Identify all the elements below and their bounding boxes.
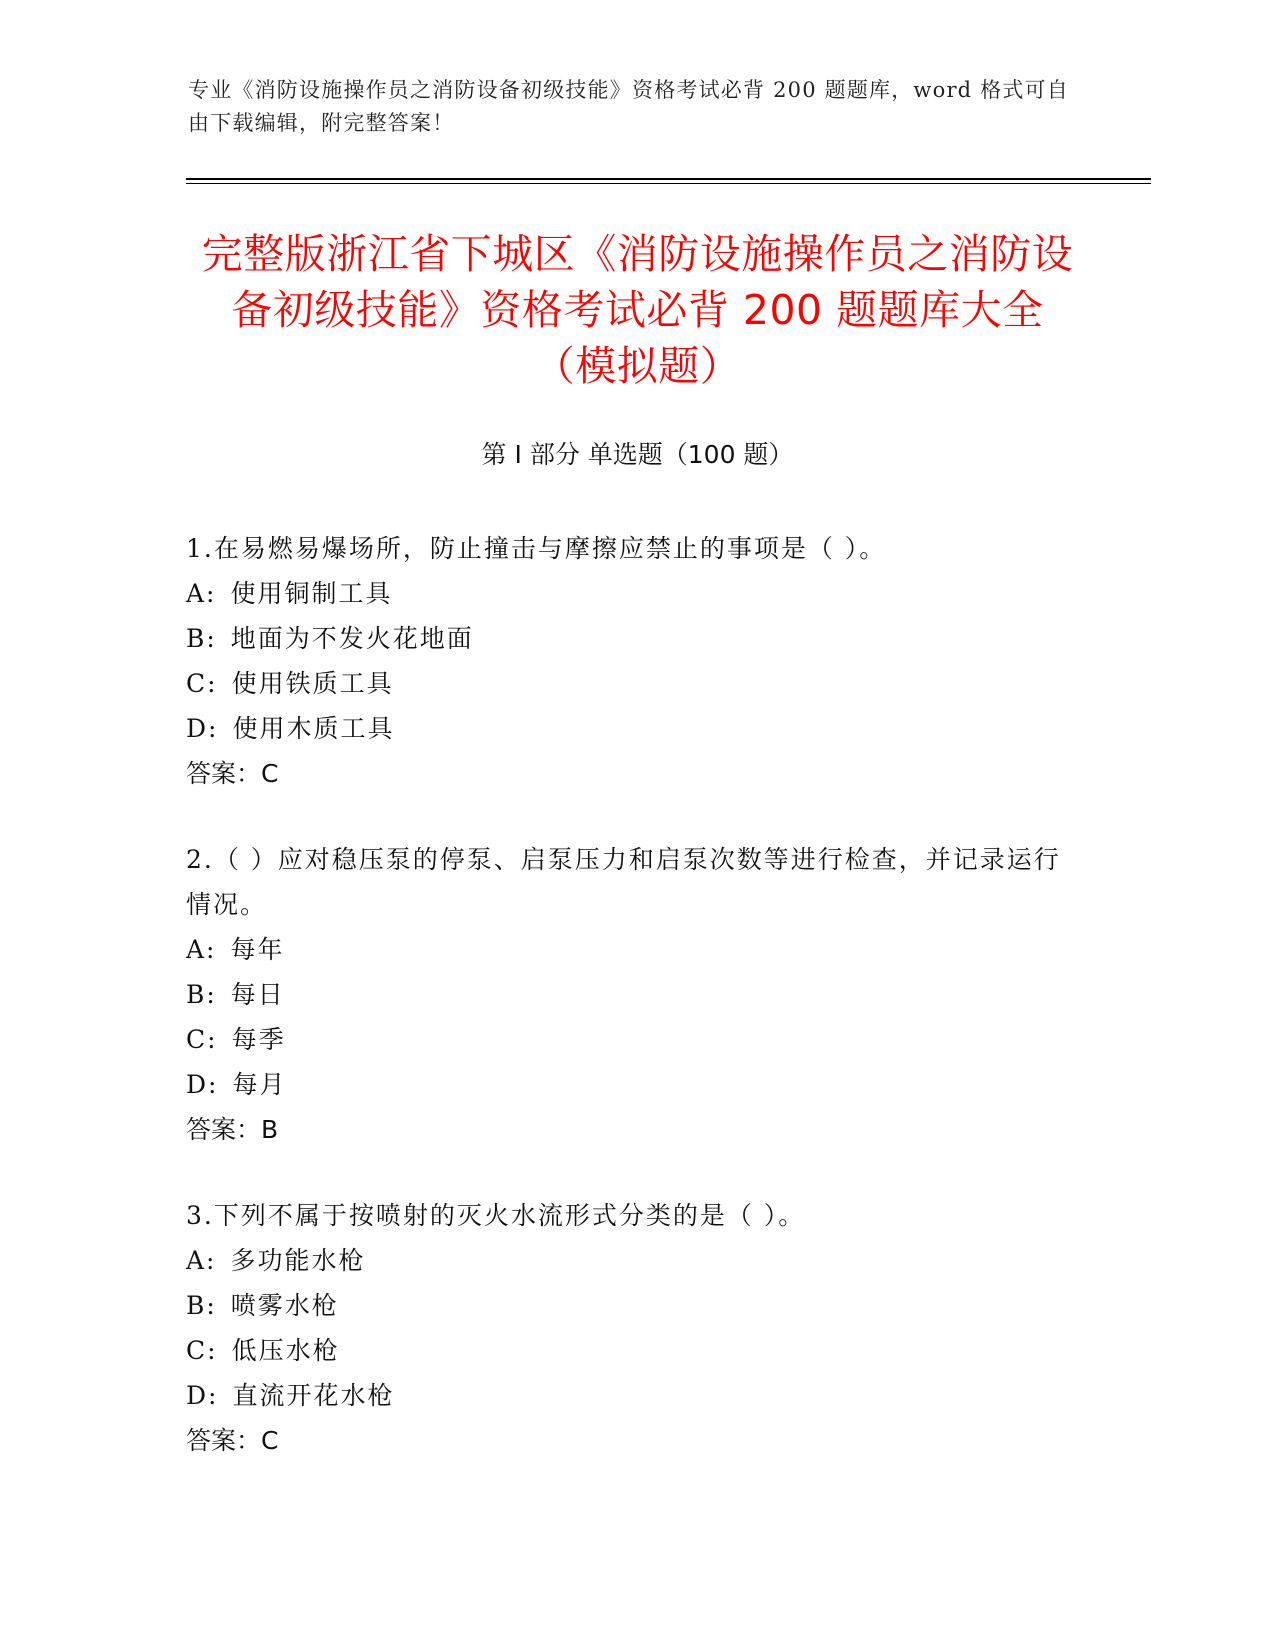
option-key: A: xyxy=(186,935,217,964)
option-b xyxy=(186,1283,1066,1328)
option-text: 喷雾水枪 xyxy=(230,1291,339,1320)
option-text: 每月 xyxy=(232,1070,287,1099)
question-list xyxy=(186,526,1066,1504)
option-key: A: xyxy=(186,1246,217,1275)
answer: 答案：C xyxy=(186,759,279,788)
option-key: C: xyxy=(186,1336,218,1365)
section-heading: 第 I 部分 单选题（100 题） xyxy=(481,440,794,469)
option-text: 每日 xyxy=(230,980,285,1009)
option-key: B: xyxy=(186,1291,217,1320)
question-2 xyxy=(186,837,1066,1153)
option-key: C: xyxy=(186,1025,218,1054)
question-1 xyxy=(186,526,1066,797)
header-note: 专业《消防设施操作员之消防设备初级技能》资格考试必背 200 题题库，word 格式可自由下载编辑，附完整答案！ xyxy=(188,78,1070,135)
option-text: 使用木质工具 xyxy=(232,714,395,743)
option-text: 直流开花水枪 xyxy=(232,1381,395,1410)
document-title: 完整版浙江省下城区《消防设施操作员之消防设备初级技能》资格考试必背 200 题题库大全（模拟题） xyxy=(201,230,1074,390)
option-text: 低压水枪 xyxy=(231,1336,340,1365)
option-a xyxy=(186,927,1066,972)
option-d xyxy=(186,1062,1066,1107)
option-key: C: xyxy=(186,669,218,698)
question-3 xyxy=(186,1193,1066,1464)
option-key: B: xyxy=(186,624,217,653)
option-a xyxy=(186,1238,1066,1283)
answer: 答案：C xyxy=(186,1426,279,1455)
answer: 答案：B xyxy=(186,1115,279,1144)
option-c xyxy=(186,661,1066,706)
option-a xyxy=(186,571,1066,616)
question-stem: 1.在易燃易爆场所，防止撞击与摩擦应禁止的事项是（ ）。 xyxy=(186,534,887,563)
option-b xyxy=(186,972,1066,1017)
option-text: 每年 xyxy=(230,935,285,964)
option-text: 每季 xyxy=(231,1025,286,1054)
option-text: 地面为不发火花地面 xyxy=(230,624,474,653)
header-divider-thin xyxy=(186,183,1151,184)
option-key: B: xyxy=(186,980,217,1009)
question-stem: 3.下列不属于按喷射的灭火水流形式分类的是（ ）。 xyxy=(186,1201,806,1230)
option-d xyxy=(186,706,1066,751)
option-b xyxy=(186,616,1066,661)
option-c xyxy=(186,1328,1066,1373)
option-text: 使用铜制工具 xyxy=(230,579,393,608)
option-key: D: xyxy=(186,1381,219,1410)
option-c xyxy=(186,1017,1066,1062)
option-key: A: xyxy=(186,579,217,608)
option-d xyxy=(186,1373,1066,1418)
option-key: D: xyxy=(186,714,219,743)
question-stem: 2.（ ）应对稳压泵的停泵、启泵压力和启泵次数等进行检查，并记录运行情况。 xyxy=(186,845,1061,919)
header-divider-thick xyxy=(186,178,1151,180)
option-key: D: xyxy=(186,1070,219,1099)
option-text: 多功能水枪 xyxy=(230,1246,366,1275)
option-text: 使用铁质工具 xyxy=(231,669,394,698)
